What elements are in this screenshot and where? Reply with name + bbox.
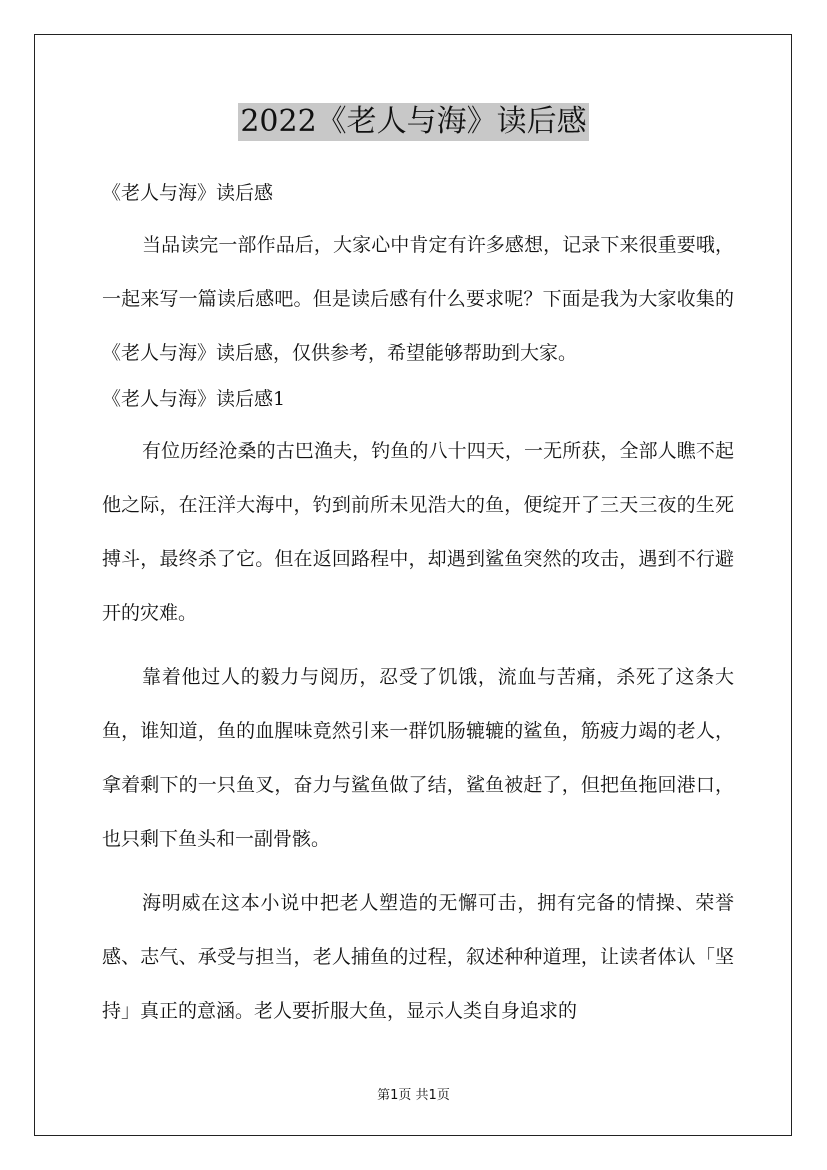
document-subtitle: 《老人与海》读后感	[102, 182, 274, 204]
section-heading: 《老人与海》读后感1	[102, 388, 286, 410]
document-body	[102, 174, 734, 1038]
page-footer: 第1页 共1页	[377, 1088, 450, 1103]
body-paragraph-2: 靠着他过人的毅力与阅历，忍受了饥饿，流血与苦痛，杀死了这条大鱼，谁知道，鱼的血腥味竟然引来一群饥肠辘辘的鲨鱼，筋疲力竭的老人，拿着剩下的一只鱼叉，奋力与鲨鱼做了结，鲨鱼被赶了，但把鱼拖回港口，也只剩下鱼头和一副骨骸。	[102, 666, 734, 850]
document-title: 2022《老人与海》读后感	[240, 104, 587, 139]
title-container	[0, 103, 827, 141]
body-paragraph-3: 海明威在这本小说中把老人塑造的无懈可击，拥有完备的情操、荣誉感、志气、承受与担当，老人捕鱼的过程，叙述种种道理，让读者体认「坚持」真正的意涵。老人要折服大鱼，显示人类自身追求的	[102, 892, 734, 1022]
intro-paragraph: 当品读完一部作品后，大家心中肯定有许多感想，记录下来很重要哦，一起来写一篇读后感吧。但是读后感有什么要求呢？下面是我为大家收集的《老人与海》读后感，仅供参考，希望能够帮助到大家。	[102, 234, 734, 364]
body-paragraph-1: 有位历经沧桑的古巴渔夫，钓鱼的八十四天，一无所获，全部人瞧不起他之际，在汪洋大海中，钓到前所未见浩大的鱼，便绽开了三天三夜的生死搏斗，最终杀了它。但在返回路程中，却遇到鲨鱼突然的攻击，遇到不行避开的灾难。	[102, 440, 734, 624]
